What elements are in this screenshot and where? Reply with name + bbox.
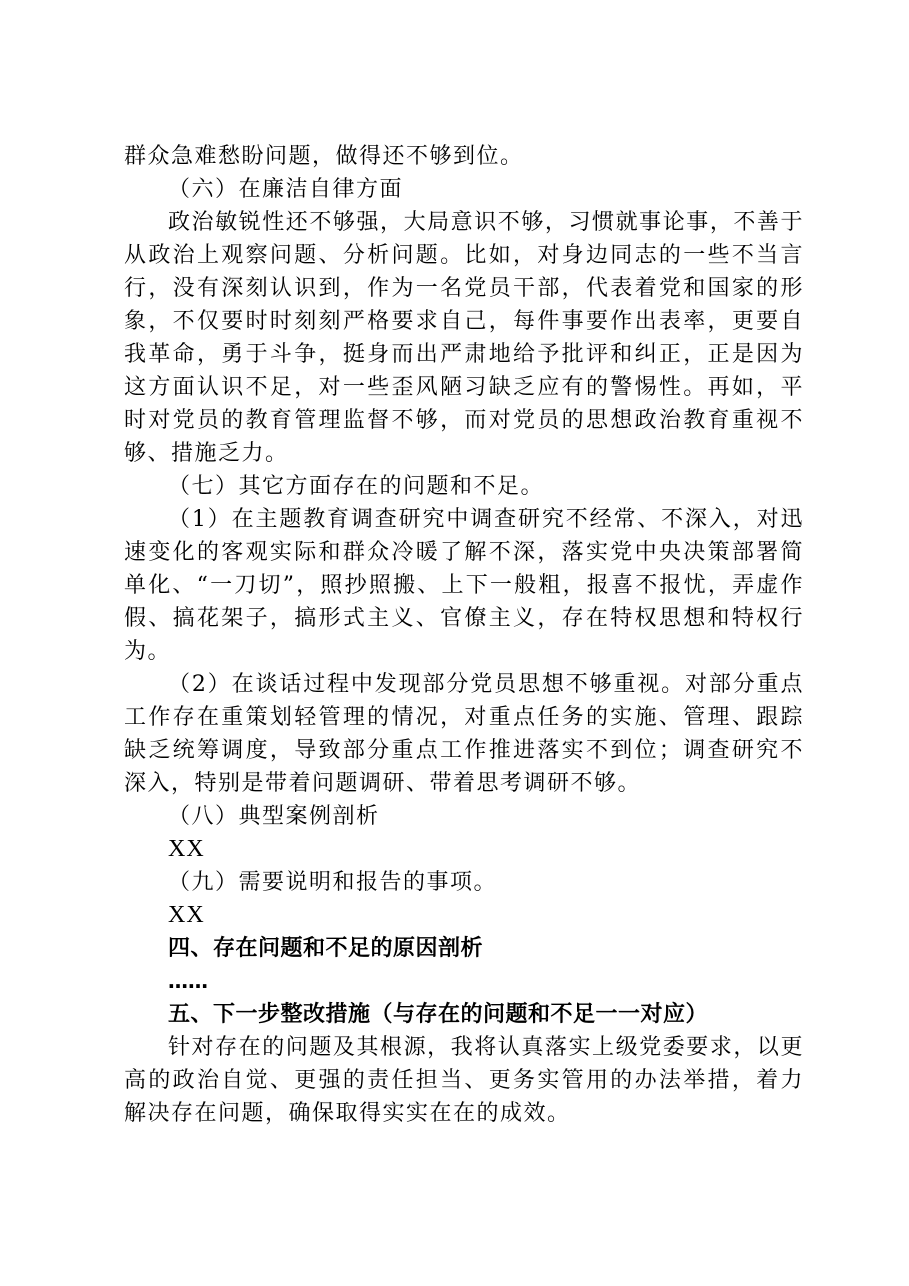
paragraph-continuation: 群众急难愁盼问题，做得还不够到位。 [124,144,524,169]
section-heading-five: 五、下一步整改措施（与存在的问题和不足一一对应） [168,1002,709,1027]
paragraph-item-1: （1）在主题教育调查研究中调查研究不经常、不深入，对迅速变化的客观实际和群众冷暖了解不深，落实党中央决策部署简单化、“一刀切”，照抄照搬、上下一般粗，报喜不报忧，弄虚作假、搞花架子，搞形式主义、官僚主义，存在特权思想和特权行为。 [124,507,804,664]
subsection-heading-six: （六）在廉洁自律方面 [168,177,404,202]
placeholder-text: XX [168,902,205,928]
subsection-heading-nine: （九）需要说明和报告的事项。 [168,870,498,895]
placeholder-text: XX [168,836,205,862]
paragraph-item-2: （2）在谈话过程中发现部分党员思想不够重视。对部分重点工作存在重策划轻管理的情况，对重点任务的实施、管理、跟踪缺乏统筹调度，导致部分重点工作推进落实不到位；调查研究不深入，特别是带着问题调研、带着思考调研不够。 [124,672,804,796]
document-body [124,140,804,1130]
paragraph-integrity: 政治敏锐性还不够强，大局意识不够，习惯就事论事，不善于从政治上观察问题、分析问题。比如，对身边同志的一些不当言行，没有深刻认识到，作为一名党员干部，代表着党和国家的形象，不仅要时时刻刻严格要求自己，每件事要作出表率，更要自我革命，勇于斗争，挺身而出严肃地给予批评和纠正，正是因为这方面认识不足，对一些歪风陋习缺乏应有的警惕性。再如，平时对党员的教育管理监督不够，而对党员的思想政治教育重视不够、措施乏力。 [124,210,804,466]
subsection-heading-eight: （八）典型案例剖析 [168,804,380,829]
section-heading-four: 四、存在问题和不足的原因剖析 [168,936,484,961]
subsection-heading-seven: （七）其它方面存在的问题和不足。 [168,474,545,499]
paragraph-measures: 针对存在的问题及其根源，我将认真落实上级党委要求，以更高的政治自觉、更强的责任担当、更务实管用的办法举措，着力解决存在问题，确保取得实实在在的成效。 [124,1035,804,1126]
ellipsis-text: …… [168,969,208,993]
